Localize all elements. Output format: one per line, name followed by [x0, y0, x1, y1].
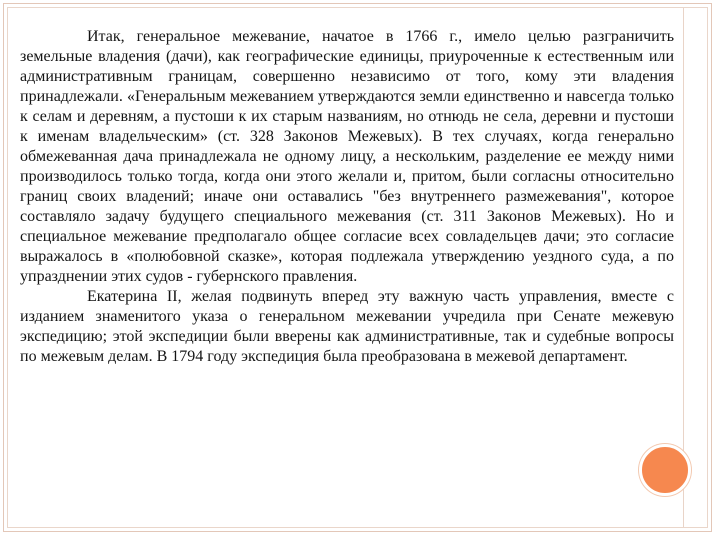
- paragraph-catherine-ii: Екатерина II, желая подвинуть вперед эту важную часть управления, вместе с изданием знаменитого указа о генеральном межевании учредила при Сенате межевую экспедицию; этой экспедиции были вверены как административные, так и судебные вопросы по межевым делам. В 1794 году экспедиция была преобразована в межевой департамент.: [20, 288, 674, 365]
- slide-body-text: [20, 27, 674, 367]
- paragraph-general-survey: Итак, генеральное межевание, начатое в 1766 г., имело целью разграничить земельные владения (дачи), как географические единицы, приуроченные к естественным или административным границам, совершенно независимо от того, кому эти владения принадлежали. «Генеральным межеванием утверждаются земли единственно и навсегда только к селам и деревням, а пустоши к их старым названиям, но отнюдь не села, деревни и пустоши к именам владельческим» (ст. 328 Законов Межевых). В тех случаях, когда генерально обмежеванная дача принадлежала не одному лицу, а нескольким, разделение ее между ними производилось только тогда, когда они этого желали и, притом, были согласны относительно границ своих владений; иначе они оставались "без внутреннего размежевания", которое составляло задачу будущего специального межевания (ст. 311 Законов Межевых). Но и специальное межевание предполагало общее согласие всех совладельцев дачи; это согласие выражалось в «полюбовной сказке», которая подлежала утверждению уездного суда, а по упразднении этих судов - губернского правления.: [20, 28, 674, 285]
- slide-side-divider: [683, 8, 684, 527]
- decorative-orange-circle: [639, 444, 691, 496]
